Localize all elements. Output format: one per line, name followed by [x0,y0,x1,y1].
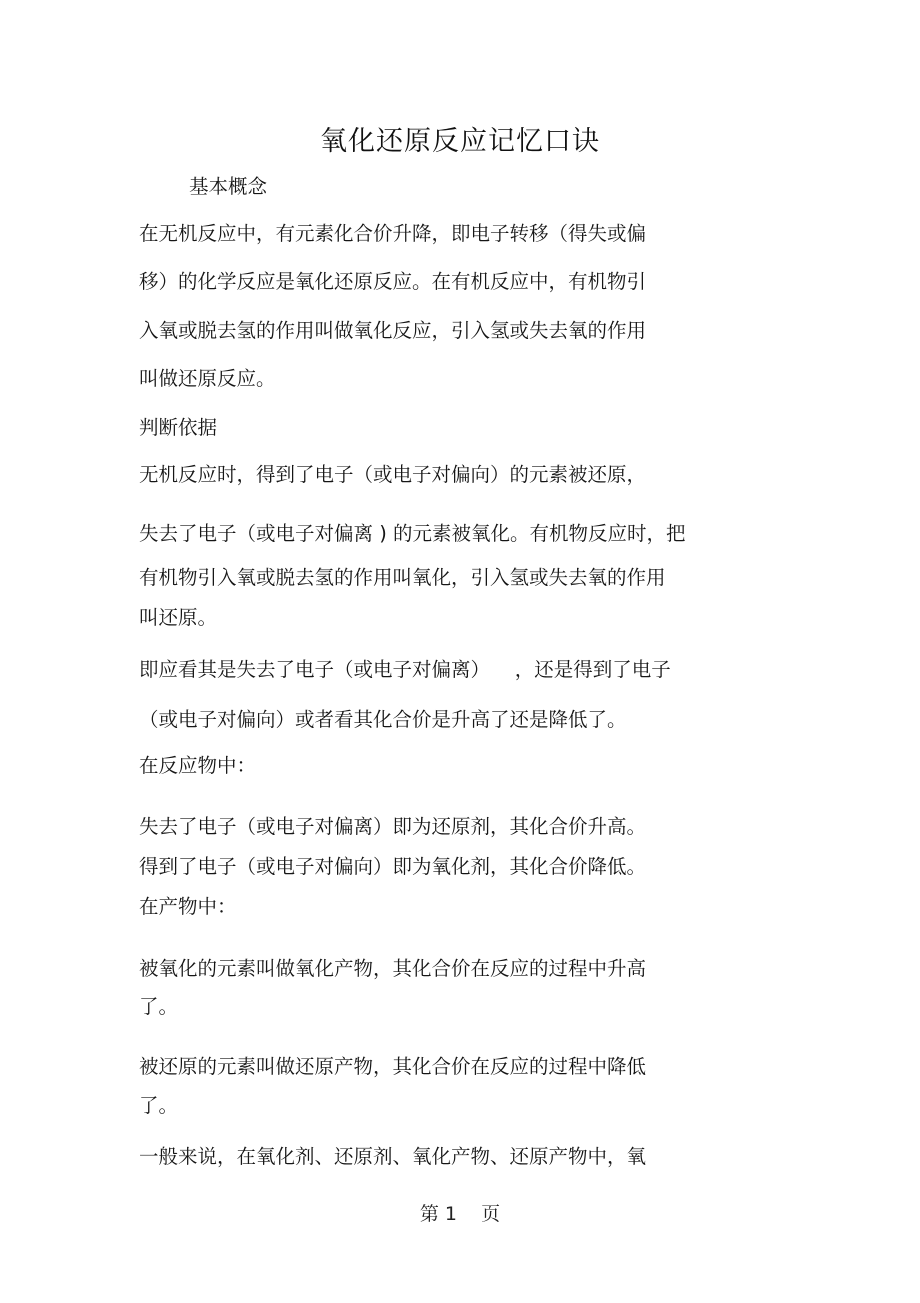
paragraph-line: 无机反应时，得到了电子（或电子对偏向）的元素被还原， [139,463,647,486]
paragraph-line: 移）的化学反应是氧化还原反应。在有机反应中，有机物引 [139,270,647,293]
paragraph-line: 入氧或脱去氢的作用叫做氧化反应，引入氢或失去氧的作用 [139,319,647,342]
paragraph-line: 即应看其是失去了电子（或电子对偏离） ，还是得到了电子 [139,658,671,681]
section-heading-basic-concept: 基本概念 [189,175,268,198]
document-title: 氧化还原反应记忆口诀 [320,126,600,157]
paragraph-line: （或电子对偏向）或者看其化合价是升高了还是降低了。 [139,708,627,731]
section-heading-reactants: 在反应物中： [139,754,257,777]
paragraph-line: 叫还原。 [139,606,218,629]
paragraph-line: 失去了电子（或电子对偏离 ) 的元素被氧化。有机物反应时，把 [139,522,686,545]
paragraph-line: 一般来说，在氧化剂、还原剂、氧化产物、还原产物中，氧 [139,1145,647,1168]
page-number: 第 1 页 [419,1203,501,1225]
section-heading-judgement-basis: 判断依据 [139,416,218,439]
paragraph-line: 了。 [139,1094,179,1117]
paragraph-line: 叫做还原反应。 [139,367,276,390]
paragraph-line: 了。 [139,995,179,1018]
paragraph-line: 有机物引入氧或脱去氢的作用叫氧化，引入氢或失去氧的作用 [139,566,666,589]
paragraph-line: 被还原的元素叫做还原产物，其化合价在反应的过程中降低 [139,1055,647,1078]
paragraph-line: 被氧化的元素叫做氧化产物，其化合价在反应的过程中升高 [139,957,647,980]
section-heading-products: 在产物中： [139,895,237,918]
paragraph-line: 在无机反应中，有元素化合价升降，即电子转移（得失或偏 [139,222,647,245]
paragraph-line: 得到了电子（或电子对偏向）即为氧化剂，其化合价降低。 [139,855,647,878]
paragraph-line: 失去了电子（或电子对偏离）即为还原剂，其化合价升高。 [139,815,647,838]
